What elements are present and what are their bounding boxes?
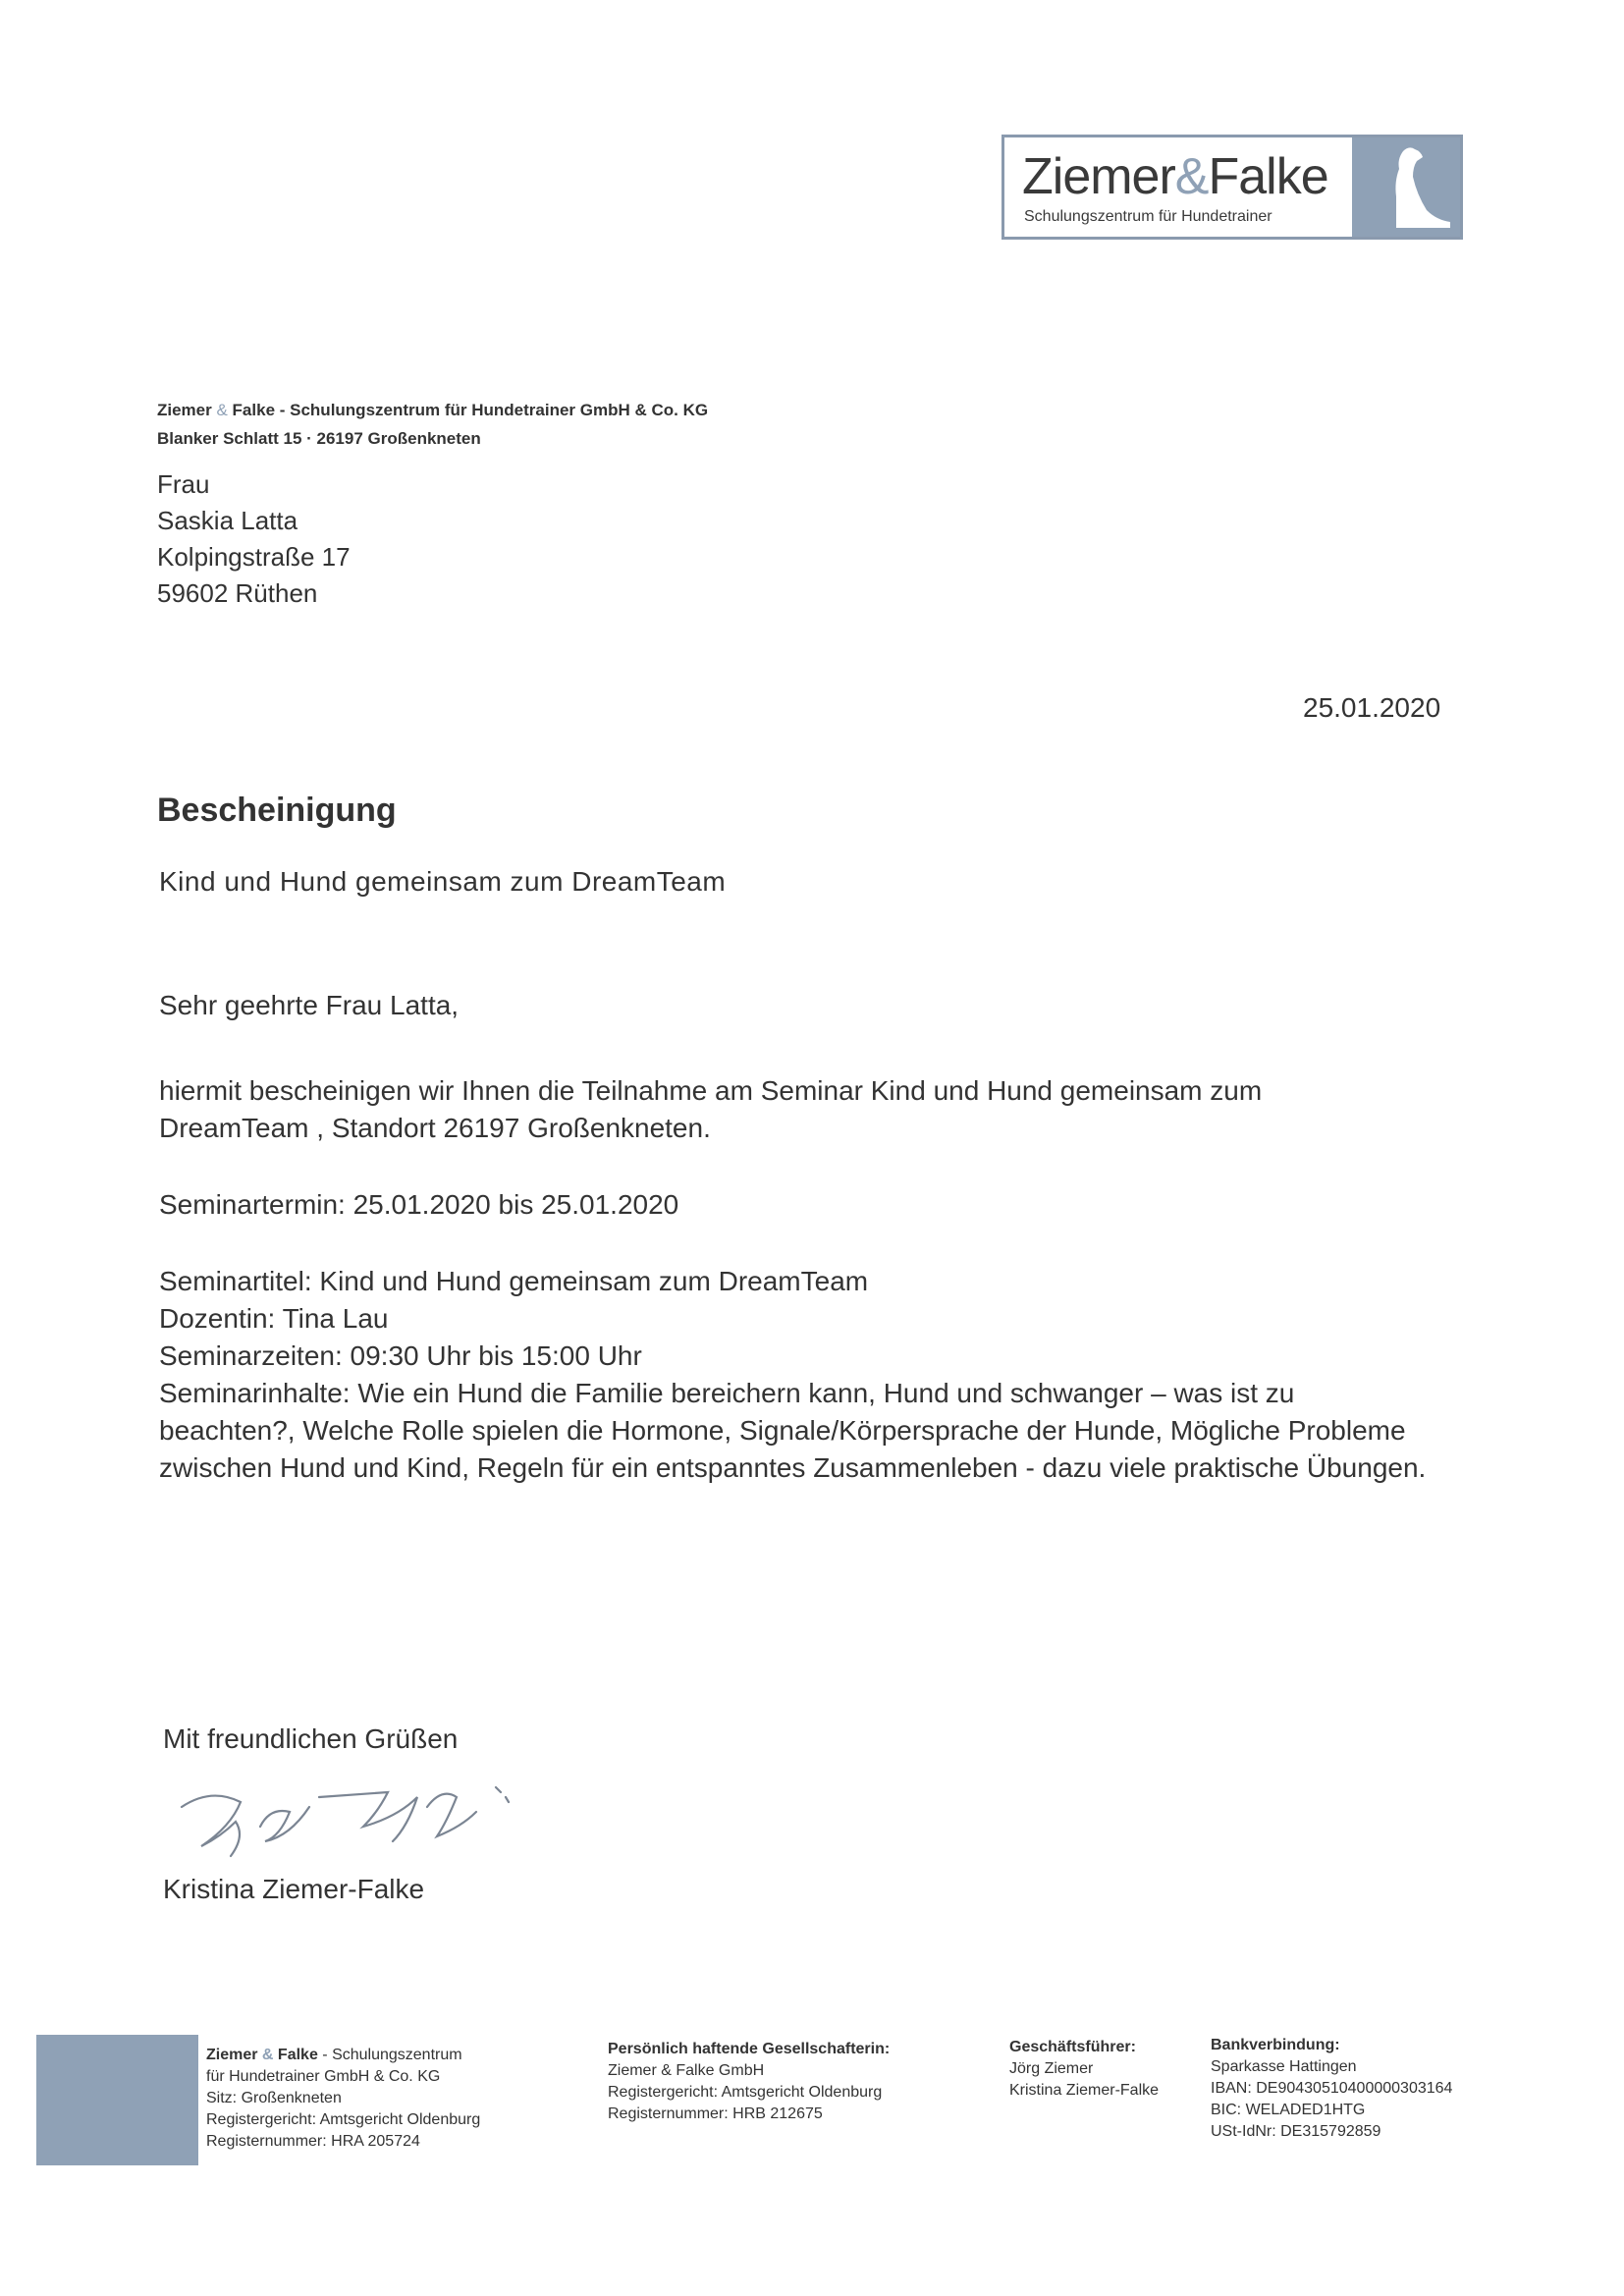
seminar-times: Seminarzeiten: 09:30 Uhr bis 15:00 Uhr xyxy=(159,1340,642,1371)
footer-partner-line-1: Ziemer & Falke GmbH xyxy=(608,2062,765,2079)
recipient-street: Kolpingstraße 17 xyxy=(157,542,351,572)
footer-bank-line-3: BIC: WELADED1HTG xyxy=(1211,2102,1366,2118)
seminar-date: Seminartermin: 25.01.2020 bis 25.01.2020 xyxy=(159,1189,679,1220)
recipient-salutation: Frau xyxy=(157,469,210,499)
footer-partner-line-3: Registernummer: HRB 212675 xyxy=(608,2105,823,2122)
footer-bank-heading: Bankverbindung: xyxy=(1211,2037,1340,2053)
seminar-title: Seminartitel: Kind und Hund gemeinsam zum DreamTeam xyxy=(159,1266,869,1296)
seminar-lecturer: Dozentin: Tina Lau xyxy=(159,1303,389,1334)
footer-management xyxy=(1009,2037,1159,2102)
footer-bank-line-2: IBAN: DE90430510400000303164 xyxy=(1211,2080,1453,2097)
closing: Mit freundlichen Grüßen xyxy=(163,1723,459,1754)
footer-company-line-4: Registergericht: Amtsgericht Oldenburg xyxy=(206,2111,481,2128)
footer-management-line-1: Jörg Ziemer xyxy=(1009,2060,1094,2077)
footer-bank-line-1: Sparkasse Hattingen xyxy=(1211,2058,1357,2075)
footer-partner-heading: Persönlich haftende Gesellschafterin: xyxy=(608,2041,891,2057)
footer-company-line-1: Ziemer & Falke - Schulungszentrum xyxy=(206,2047,462,2063)
footer-company-line-3: Sitz: Großenkneten xyxy=(206,2090,342,2106)
signer-name: Kristina Ziemer-Falke xyxy=(163,1874,425,1904)
footer-color-block xyxy=(36,2035,198,2165)
intro-line: hiermit bescheinigen wir Ihnen die Teilnahme am Seminar Kind und Hund gemeinsam zum xyxy=(159,1075,1263,1106)
footer-management-line-2: Kristina Ziemer-Falke xyxy=(1009,2082,1160,2099)
company-logo xyxy=(1001,135,1463,240)
letter-date: 25.01.2020 xyxy=(1303,692,1441,723)
sender-line-2: Blanker Schlatt 15 · 26197 Großenkneten xyxy=(157,429,481,448)
seminar-content-line: beachten?, Welche Rolle spielen die Hormone, Signale/Körpersprache der Hunde, Mögliche Probleme xyxy=(159,1415,1406,1446)
footer-company-line-2: für Hundetrainer GmbH & Co. KG xyxy=(206,2068,441,2085)
dog-icon xyxy=(1352,137,1460,237)
handwritten-signature xyxy=(172,1768,565,1876)
greeting: Sehr geehrte Frau Latta, xyxy=(159,990,460,1020)
footer-management-heading: Geschäftsführer: xyxy=(1009,2039,1136,2055)
recipient-address xyxy=(157,466,351,612)
intro-paragraph xyxy=(159,1072,1262,1147)
footer-partner xyxy=(608,2039,890,2125)
seminar-details xyxy=(159,1263,1426,1487)
footer-bank-line-4: USt-IdNr: DE315792859 xyxy=(1211,2123,1381,2140)
document-title: Bescheinigung xyxy=(157,792,397,829)
document-subtitle: Kind und Hund gemeinsam zum DreamTeam xyxy=(159,866,727,897)
seminar-content-line: zwischen Hund und Kind, Regeln für ein entspanntes Zusammenleben - dazu viele praktische Übungen. xyxy=(159,1452,1427,1483)
logo-subtitle: Schulungszentrum für Hundetrainer xyxy=(1024,208,1272,225)
logo-name: Ziemer&Falke xyxy=(1022,148,1328,205)
recipient-name: Saskia Latta xyxy=(157,506,298,535)
recipient-city: 59602 Rüthen xyxy=(157,578,318,608)
footer-company xyxy=(206,2045,480,2153)
intro-line: DreamTeam , Standort 26197 Großenkneten. xyxy=(159,1113,711,1143)
seminar-content-line: Seminarinhalte: Wie ein Hund die Familie bereichern kann, Hund und schwanger – was ist zu xyxy=(159,1378,1295,1408)
footer-company-line-5: Registernummer: HRA 205724 xyxy=(206,2133,420,2150)
sender-line-1: Ziemer & Falke - Schulungszentrum für Hundetrainer GmbH & Co. KG xyxy=(157,401,709,419)
footer-partner-line-2: Registergericht: Amtsgericht Oldenburg xyxy=(608,2084,883,2101)
footer-bank xyxy=(1211,2035,1452,2143)
